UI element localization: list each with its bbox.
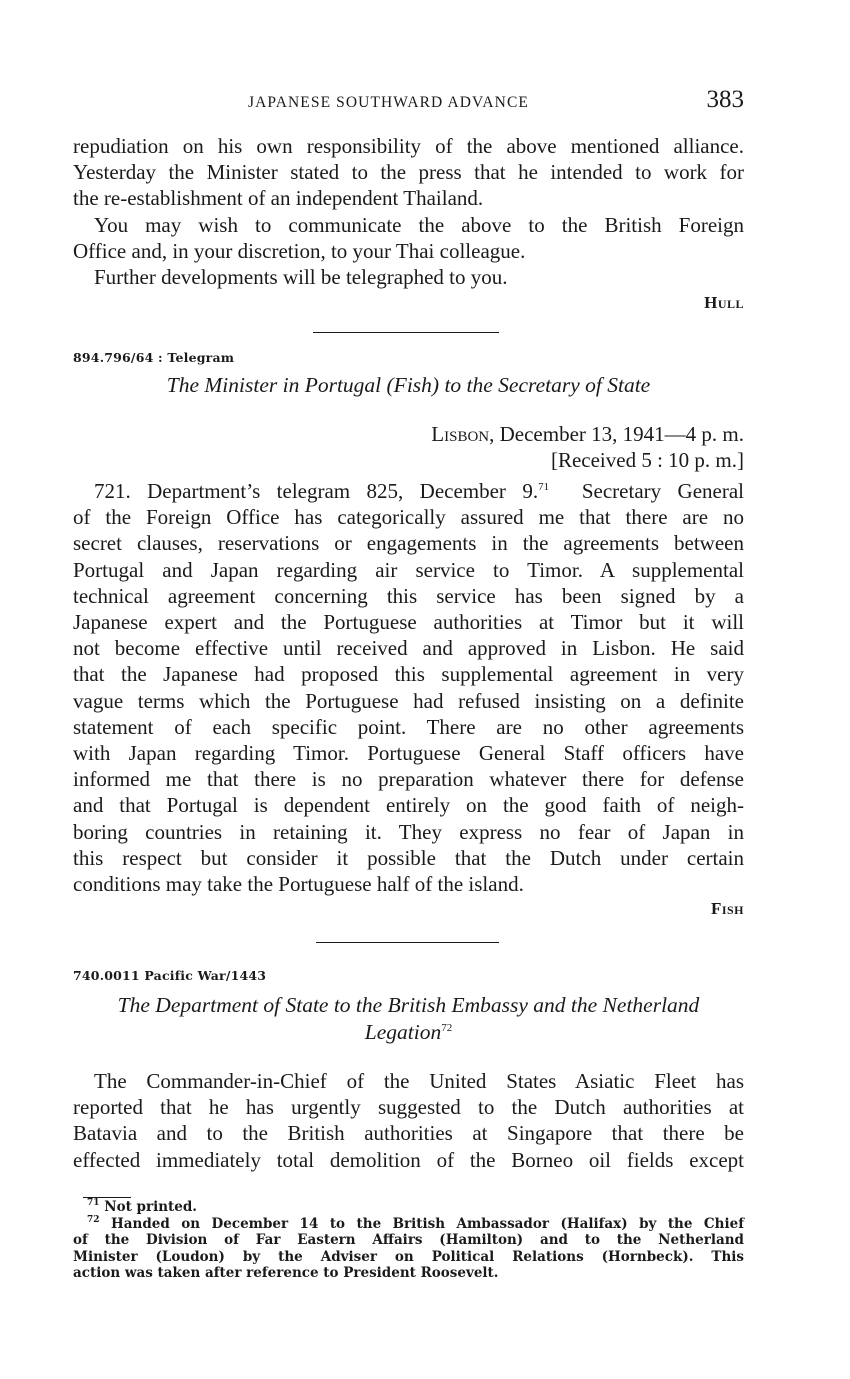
text-line: Portugal and Japan regarding air service to Timor. A supplemental [73, 557, 744, 582]
footnote-72-line [73, 1216, 744, 1233]
document-title: The Minister in Portugal (Fish) to the Secretary of State [166, 373, 651, 397]
title-word: Legation [364, 1020, 442, 1044]
text-line: statement of each specific point. There are no other agreements [73, 714, 744, 739]
dateline-date: , December 13, 1941—4 p. m. [489, 422, 744, 446]
continuation-paragraph [73, 133, 744, 212]
title-line: The Department of State to the British Embassy and the Netherland [117, 993, 700, 1017]
footnote-72-line: action was taken after reference to President Roosevelt. [73, 1265, 499, 1281]
footnote-text: Handed on December 14 to the British Ambassador (Halifax) by the Chief [111, 1215, 745, 1232]
text-line: that the Japanese had proposed this supplemental agreement in very [73, 662, 744, 687]
footnote-71 [73, 1199, 744, 1216]
dateline-place: Lisbon [431, 422, 490, 446]
developments-paragraph [73, 264, 744, 290]
text-line: repudiation on his own responsibility of the above mentioned alliance. [73, 134, 744, 158]
footnote-ref-72: 72 [441, 1022, 453, 1034]
text-line: Japanese expert and the Portuguese authorities at Timor but it will [73, 610, 744, 635]
note-body [73, 1068, 744, 1173]
text-line: this respect but consider it possible that the Dutch under certain [73, 845, 744, 870]
section-divider [313, 332, 499, 333]
file-reference: 894.796/64 : Telegram [73, 350, 235, 365]
footnote-mark: 71 [87, 1198, 100, 1208]
text-line: Batavia and to the British authorities at Singapore that there be [73, 1121, 744, 1146]
signature-hull: Hull [704, 293, 744, 312]
text-line: with Japan regarding Timor. Portuguese General Staff officers have [73, 741, 744, 766]
footnote-72-line: of the Division of Far Eastern Affairs (Hamilton) and to the Netherland [73, 1232, 744, 1248]
text-line: not become effective until received and approved in Lisbon. He said [73, 636, 744, 661]
text-line: the re-establishment of an independent Thailand. [73, 186, 484, 211]
footnote-ref-71: 71 [538, 481, 550, 493]
text-line: and that Portugal is dependent entirely on the good faith of neigh- [73, 793, 744, 818]
text-line: boring countries in retaining it. They express no fear of Japan in [73, 819, 744, 844]
text-line: reported that he has urgently suggested to the Dutch authorities at [73, 1095, 744, 1120]
text-line: of the Foreign Office has categorically assured me that there are no [73, 505, 744, 530]
footnotes [73, 1199, 744, 1282]
text-line: You may wish to communicate the above to the British Foreign [94, 213, 744, 237]
running-title: JAPANESE SOUTHWARD ADVANCE [248, 94, 529, 111]
text-line: Yesterday the Minister stated to the press that he intended to work for [73, 160, 744, 185]
dateline-sent [431, 421, 744, 447]
section-divider [316, 942, 499, 943]
dateline-received: [Received 5 : 10 p. m.] [550, 448, 744, 472]
text-line: effected immediately total demolition of the Borneo oil fields except [73, 1147, 744, 1172]
running-head [73, 86, 744, 118]
document-title [73, 992, 744, 1046]
text-line: Office and, in your discretion, to your Thai colleague. [73, 239, 526, 264]
text-line: technical agreement concerning this service has been signed by a [73, 583, 744, 608]
line-tail: Secretary General [581, 479, 744, 503]
signature-fish: Fish [710, 899, 744, 918]
text-line: secret clauses, reservations or engagements in the agreements between [73, 531, 744, 556]
text-line: The Commander-in-Chief of the United States Asiatic Fleet has [94, 1069, 744, 1093]
text-line: vague terms which the Portuguese had refused insisting on a definite [73, 688, 744, 713]
text-line: Further developments will be telegraphed to you. [94, 265, 508, 289]
line-lead: 721. Department’s telegram 825, December 9. [94, 479, 539, 503]
title-line [73, 1019, 744, 1046]
communicate-paragraph [73, 212, 744, 264]
text-line: informed me that there is no preparation whatever there for defense [73, 767, 744, 792]
text-line [73, 478, 744, 504]
footnote-72-line: Minister (Loudon) by the Adviser on Political Relations (Hornbeck). This [73, 1248, 744, 1265]
page-number: 383 [706, 86, 744, 113]
text-line: conditions may take the Portuguese half of the island. [73, 872, 524, 897]
file-reference: 740.0011 Pacific War/1443 [73, 968, 267, 983]
footnote-mark: 72 [87, 1214, 100, 1225]
dateline [431, 421, 744, 473]
footnote-text: Not printed. [104, 1199, 197, 1215]
telegram-body [73, 478, 744, 897]
